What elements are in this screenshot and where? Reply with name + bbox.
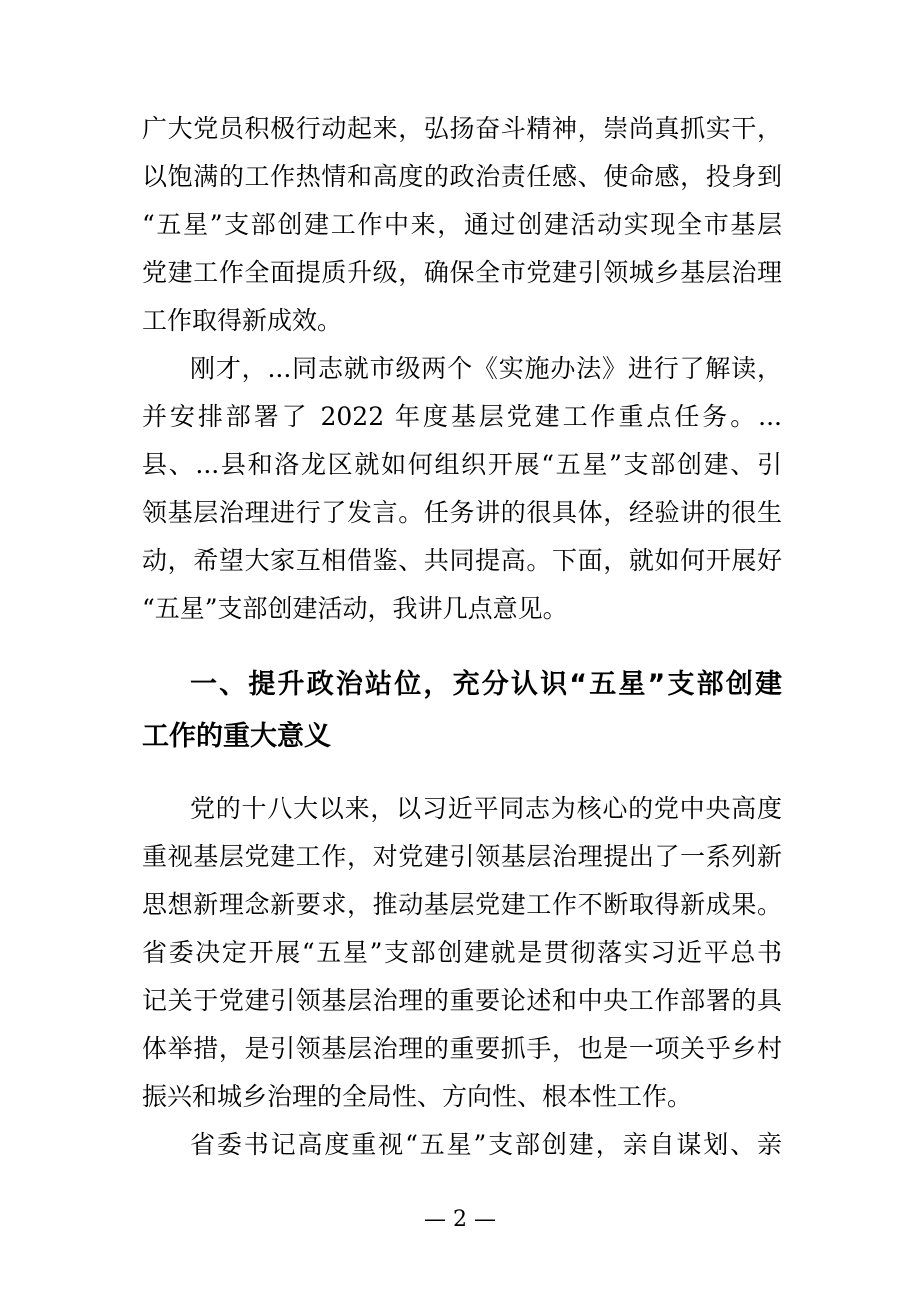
text-line: 振兴和城乡治理的全局性、方向性、根本性工作。 xyxy=(142,1082,693,1111)
text-line: 体举措，是引领基层治理的重要抓手，也是一项关乎乡村 xyxy=(142,1034,782,1063)
text-line: 县、...县和洛龙区就如何组织开展“五星”支部创建、引 xyxy=(142,450,782,479)
text-line: 省委决定开展“五星”支部创建就是贯彻落实习近平总书 xyxy=(142,938,782,967)
text-line: 领基层治理进行了发言。任务讲的很具体，经验讲的很生 xyxy=(142,498,782,527)
text-line: “五星”支部创建活动，我讲几点意见。 xyxy=(142,594,568,623)
text-line: 工作取得新成效。 xyxy=(142,306,343,335)
text-line: 记关于党建引领基层治理的重要论述和中央工作部署的具 xyxy=(142,986,782,1015)
text-line: 省委书记高度重视“五星”支部创建，亲自谋划、亲 xyxy=(190,1130,782,1159)
text-line: 刚才，...同志就市级两个《实施办法》进行了解读， xyxy=(190,354,782,383)
text-line: 广大党员积极行动起来，弘扬奋斗精神，崇尚真抓实干， xyxy=(142,114,782,143)
text-line: 以饱满的工作热情和高度的政治责任感、使命感，投身到 xyxy=(142,162,782,191)
text-line: 思想新理念新要求，推动基层党建工作不断取得新成果。 xyxy=(142,890,782,919)
heading-line: 工作的重大意义 xyxy=(142,721,331,752)
text-line: 重视基层党建工作，对党建引领基层治理提出了一系列新 xyxy=(142,842,782,871)
text-line: 动，希望大家互相借鉴、共同提高。下面，就如何开展好 xyxy=(142,546,782,575)
page-number: — 2 — xyxy=(424,1207,496,1232)
text-line: 并安排部署了 2022 年度基层党建工作重点任务。... xyxy=(142,402,782,431)
text-line: 党建工作全面提质升级，确保全市党建引领城乡基层治理 xyxy=(142,258,782,287)
text-line: 党的十八大以来，以习近平同志为核心的党中央高度 xyxy=(190,794,782,823)
text-line: “五星”支部创建工作中来，通过创建活动实现全市基层 xyxy=(142,210,782,239)
heading-line: 一、提升政治站位，充分认识“五星”支部创建 xyxy=(190,669,782,700)
